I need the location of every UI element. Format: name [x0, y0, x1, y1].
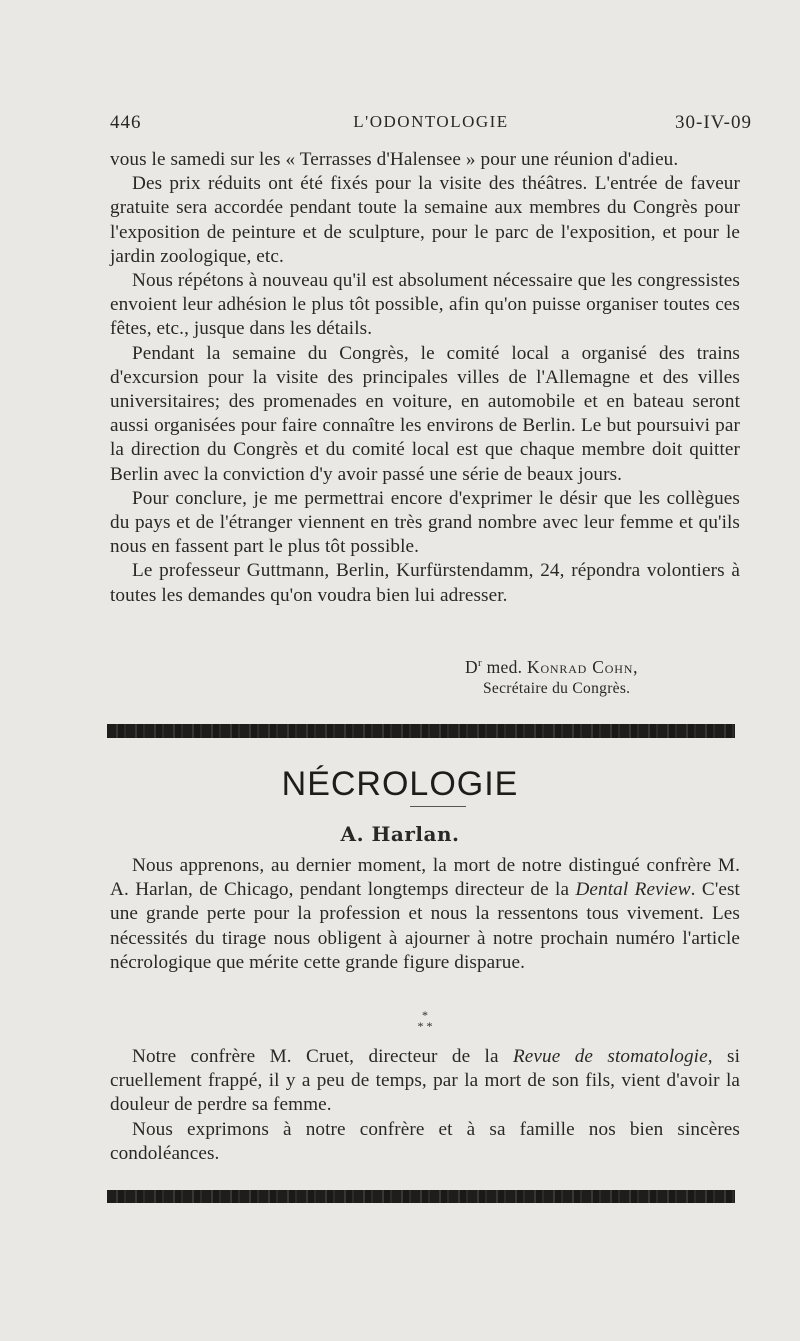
signature-name: $D^r$ med. Konrad Cohn, — [465, 657, 639, 677]
asterism-separator: * * * — [417, 1008, 433, 1033]
section-divider — [107, 724, 735, 738]
section-heading: NÉCROLOGIE — [281, 765, 519, 803]
page-header — [110, 112, 752, 140]
section-divider — [107, 1190, 735, 1203]
paragraph: Notre confrère M. Cruet, directeur de la Revue de stomatologie, si cruellement frappé, il y a peu de temps, par la mort de son fils, vient d'avoir la douleur de perdre sa femme. — [110, 1046, 740, 1116]
paragraph: Des prix réduits ont été fixés pour la visite des théâtres. L'entrée de faveur gratuite sera accordée pendant toute la semaine aux membres du Congrès pour l'exposition de peinture et de sculpture, pour le parc de l'exposition, et pour le jardin zoologique, etc. — [110, 173, 740, 267]
heading-underline — [410, 806, 466, 807]
page-number: 446 — [110, 112, 142, 133]
signature-role: Secrétaire du Congrès. — [483, 680, 631, 697]
paragraph: Pour conclure, je me permettrai encore d'exprimer le désir que les collègues du pays et de l'étranger viennent en très grand nombre avec leur femme et qu'ils nous en fassent part le plus tôt possible. — [110, 487, 740, 558]
paragraph: vous le samedi sur les « Terrasses d'Halensee » pour une réunion d'adieu. — [110, 149, 679, 170]
paragraph: Pendant la semaine du Congrès, le comité local a organisé des trains d'excursion pour la visite des principales villes de l'Allemagne et des villes universitaires; des promenades en voiture, en automobile et en bateau seront aussi organisées pour faire connaître les environs de Berlin. Le but poursuivi par la direction du Congrès et du comité local est que chaque membre doit quitter Berlin avec la conviction d'y avoir passé une série de beaux jours. — [110, 342, 740, 485]
obituary-subheading: A. Harlan. — [340, 822, 460, 846]
journal-name-italic: Dental Review — [575, 879, 691, 901]
issue-date: 30-IV-09 — [675, 112, 752, 133]
paragraph: Nous répétons à nouveau qu'il est absolument nécessaire que les congressistes envoient leur adhésion le plus tôt possible, afin qu'on puisse organiser toutes ces fêtes, etc., jusque dans les détails. — [110, 270, 740, 340]
journal-title: L'ODONTOLOGIE — [353, 112, 509, 131]
obituary-body — [110, 854, 740, 975]
journal-name-italic: Revue de stomatologie — [512, 1046, 708, 1067]
article-body — [110, 148, 740, 608]
paragraph: Le professeur Guttmann, Berlin, Kurfürstendamm, 24, répondra volontiers à toutes les demandes qu'on voudra bien lui adresser. — [110, 560, 740, 606]
condolence-body — [110, 1045, 740, 1166]
paragraph: Nous exprimons à notre confrère et à sa famille nos bien sincères condoléances. — [110, 1118, 740, 1164]
paragraph: Nous apprenons, au dernier moment, la mort de notre distingué confrère M. A. Harlan, de Chicago, pendant longtemps directeur de la Dental Review. C'est une grande perte pour la profession et nous la ressentons tous vivement. Les nécessités du tirage nous obligent à ajourner à notre prochain numéro l'article nécrologique que mérite cette grande figure disparue. — [110, 855, 740, 973]
